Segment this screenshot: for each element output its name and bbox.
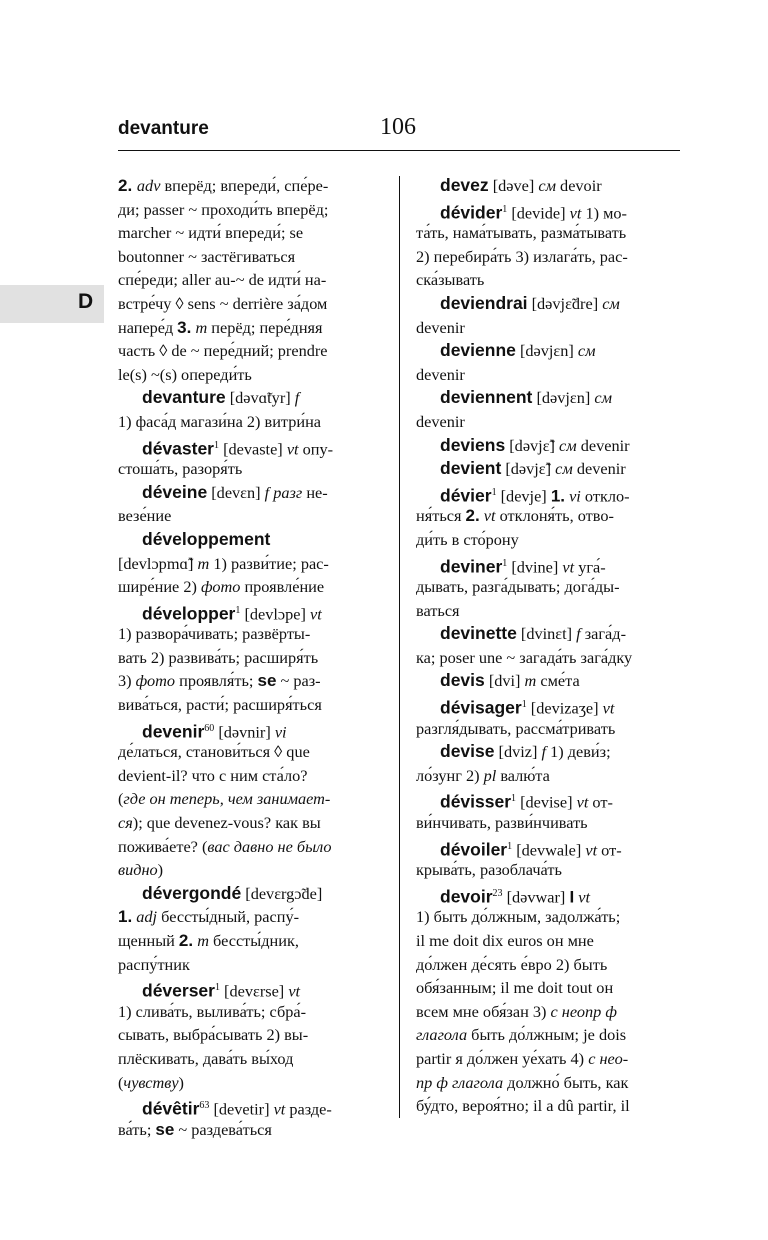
page-number: 106 [380, 114, 416, 140]
text-segment: 1) деви́з; [546, 742, 611, 762]
entry-line [416, 434, 680, 458]
entry-line [416, 221, 680, 245]
italic-text: см [602, 293, 620, 313]
text-segment: ло́зунг 2) [416, 765, 484, 785]
headword: deviens [440, 434, 506, 455]
entry-line [416, 669, 680, 693]
entry-line [118, 363, 380, 387]
italic-text: см [538, 176, 556, 195]
text-segment: зага́д- [580, 624, 626, 644]
entry-line [118, 764, 380, 788]
entry-line [118, 787, 380, 811]
italic-text: vt [273, 1099, 286, 1119]
italic-text: видно [118, 860, 158, 880]
entry-line [416, 858, 680, 882]
text-segment: [devɛrgɔ̃de] [241, 883, 323, 903]
text-segment: 2) перебира́ть 3) излага́ть, рас- [416, 246, 628, 266]
text-segment: проявле́ние [240, 577, 325, 597]
text-segment: не- [302, 482, 328, 502]
text-segment: та́ть, нама́тывать, разма́тывать [416, 223, 627, 243]
text-segment: [dəvnir] [214, 722, 275, 742]
italic-text: ся [118, 813, 133, 833]
headword: développement [142, 528, 271, 549]
text-segment: [dəvjɛn] [515, 341, 578, 361]
text-segment: спе́реди; aller au-~ de идти́ на- [118, 270, 327, 290]
text-segment: 1) развора́чивать; развёрты- [118, 624, 311, 644]
text-segment: бессты́дник, [208, 931, 299, 950]
entry-line [416, 1047, 680, 1071]
entry-line [416, 953, 680, 977]
entry-line [118, 717, 380, 741]
conjugation-index: 1 [502, 557, 508, 569]
headword: devinette [440, 623, 517, 644]
left-column [118, 174, 380, 1141]
conjugation-index: 1 [491, 486, 497, 498]
entry-line [118, 528, 380, 552]
headword: deviendrai [440, 292, 528, 313]
italic-text: см [555, 459, 573, 479]
entry-line [416, 410, 680, 434]
text-segment: вива́ться, расти́; расширя́ться [118, 695, 322, 715]
entry-line [118, 386, 380, 410]
italic-text: vi [274, 722, 287, 742]
text-segment: вперёд; впереди́, спе́ре- [160, 176, 329, 195]
headword: devient [440, 458, 502, 479]
headword: devanture [142, 387, 226, 408]
text-segment: [devise] [516, 792, 577, 812]
headword: dévider [440, 202, 503, 223]
text-segment: [dəvjɛ̃] [501, 459, 556, 479]
sense-number: se [257, 671, 277, 691]
conjugation-index: 23 [492, 887, 503, 899]
headword: dévêtir [142, 1098, 200, 1119]
text-segment: 1) слива́ть, вылива́ть; сбра́- [118, 1001, 307, 1021]
entry-line [416, 363, 680, 387]
text-segment: devenir [416, 411, 465, 431]
text-segment: бу́дто, вероя́тно; il a dû partir, il [416, 1096, 630, 1116]
text-segment: напере́д [118, 317, 178, 337]
text-segment: [dviz] [494, 742, 542, 762]
italic-text: вас давно не было [207, 836, 332, 856]
italic-text: vt [569, 203, 582, 223]
entry-line [118, 976, 380, 1000]
text-segment: devenir [416, 364, 465, 384]
entry-line [118, 1071, 380, 1095]
text-segment: ви́нчивать, разви́нчивать [416, 813, 588, 833]
entry-line [118, 457, 380, 481]
entry-line [118, 1023, 380, 1047]
conjugation-index: 1 [214, 982, 220, 994]
entry-line [118, 953, 380, 977]
text-segment: [dvinɛt] [516, 624, 577, 644]
text-segment: 1) быть до́лжным, задолжа́ть; [416, 907, 621, 927]
text-segment: ) [157, 860, 164, 880]
entry-line [118, 410, 380, 434]
conjugation-index: 1 [502, 203, 508, 215]
text-segment: сывать, выбра́сывать 2) вы- [118, 1025, 309, 1045]
entry-line [416, 245, 680, 269]
entry-line [118, 481, 380, 505]
entry-line [416, 1000, 680, 1024]
text-segment: il me doit dix euros он мне [416, 931, 594, 950]
italic-text: чувству [123, 1072, 179, 1092]
italic-text: pl [483, 765, 497, 785]
text-segment: 3) [118, 671, 136, 691]
text-segment: [devlɔpmɑ̃] [118, 553, 198, 573]
conjugation-index: 1 [507, 840, 513, 852]
headword: devoir [440, 886, 493, 907]
entry-line [118, 245, 380, 269]
text-segment: ~ раз- [276, 671, 321, 691]
sense-number: 1. [118, 907, 133, 927]
italic-text: f [541, 742, 547, 762]
sense-number: 2. [178, 931, 194, 950]
text-segment: [devje] [496, 486, 551, 506]
entry-line [416, 528, 680, 552]
italic-text: f [576, 624, 581, 644]
headword: développer [142, 603, 236, 624]
entry-line [118, 268, 380, 292]
italic-text: см [594, 388, 613, 408]
text-segment: devoir [555, 176, 602, 195]
text-segment: devenir [576, 435, 630, 455]
headword: dévier [440, 485, 492, 506]
italic-text: f разг [264, 482, 303, 502]
text-segment: [devide] [507, 203, 570, 223]
text-segment: [dəvjɛ̃dre] [527, 293, 603, 313]
text-segment: плёскивать, дава́ть вы́ход [118, 1048, 294, 1068]
text-segment: стоша́ть, разоря́ть [118, 459, 243, 479]
text-segment: marcher ~ идти́ впереди́; se [118, 223, 304, 243]
italic-text: adv [136, 176, 161, 195]
entry-line [118, 599, 380, 623]
entry-line [416, 174, 680, 198]
entry-line [416, 339, 680, 363]
italic-text: vi [569, 486, 581, 506]
sense-number: se [155, 1119, 175, 1139]
entry-line [416, 622, 680, 646]
text-segment: partir я до́лжен уе́хать 4) [416, 1048, 589, 1068]
text-segment: быть до́лжным; je dois [467, 1025, 627, 1045]
headword: devis [440, 670, 485, 691]
thumb-index-letter: D [78, 290, 94, 313]
italic-text: фото [135, 671, 176, 691]
entry-line [118, 1094, 380, 1118]
conjugation-index: 1 [511, 793, 517, 805]
italic-text: m [197, 931, 209, 950]
entry-line [118, 905, 380, 929]
entry-line [118, 339, 380, 363]
conjugation-index: 60 [204, 722, 215, 734]
column-divider [399, 176, 400, 1118]
entry-line [118, 198, 380, 222]
italic-text: глагола [416, 1025, 468, 1045]
sense-number: 2. [118, 176, 137, 195]
italic-text: vt [585, 840, 598, 860]
entry-line [416, 316, 680, 340]
entry-line [118, 811, 380, 835]
headword: devise [440, 741, 495, 762]
text-segment: [devlɔpe] [240, 604, 310, 624]
conjugation-index: 1 [235, 604, 241, 616]
text-segment: ) [178, 1072, 184, 1092]
entry-line [118, 646, 380, 670]
entry-line [118, 622, 380, 646]
text-segment: devenir [416, 317, 465, 337]
text-segment: devient-il? что с ним ста́ло? [118, 765, 308, 785]
text-segment: [devɛn] [207, 482, 265, 502]
headword: déverser [142, 980, 215, 1001]
entry-line [416, 1023, 680, 1047]
entry-line [416, 292, 680, 316]
italic-text: f [294, 388, 300, 408]
text-segment: ди́ть в сто́рону [416, 529, 519, 549]
text-segment: от- [597, 840, 622, 860]
text-segment: везе́ние [118, 506, 172, 526]
entry-line [118, 740, 380, 764]
text-segment: [dəvjɛ̃] [505, 435, 560, 455]
entry-line [118, 174, 380, 198]
entry-line [118, 929, 380, 953]
text-segment: уга́- [574, 556, 606, 576]
text-segment: крыва́ть, разоблача́ть [416, 860, 562, 880]
text-segment: ваться [416, 600, 460, 620]
entry-line [118, 292, 380, 316]
italic-text: vt [309, 604, 322, 624]
text-segment: шире́ние 2) [118, 577, 201, 597]
text-segment: разде- [285, 1099, 332, 1119]
headword: deviennent [440, 387, 533, 408]
text-segment: разгля́дывать, рассма́тривать [416, 718, 616, 738]
text-segment: [devwale] [512, 840, 586, 860]
entry-line [416, 764, 680, 788]
text-segment: бессты́дный, распу́- [157, 907, 300, 927]
text-segment: le(s) ~(s) опереди́ть [118, 364, 252, 384]
text-segment: опу- [298, 438, 334, 458]
text-segment: ( [118, 1072, 124, 1092]
text-segment: [dəve] [488, 176, 539, 195]
entry-line [118, 669, 380, 693]
italic-text: vt [288, 981, 301, 1001]
italic-text: m [195, 317, 208, 337]
text-segment: ~ раздева́ться [174, 1119, 272, 1139]
conjugation-index: 1 [214, 439, 219, 451]
entry-line [118, 1047, 380, 1071]
entry-line [118, 504, 380, 528]
headword: deviner [440, 555, 503, 576]
entry-line [416, 693, 680, 717]
headword: devienne [440, 340, 516, 361]
entry-line [118, 552, 380, 576]
sense-number: 3. [177, 317, 192, 337]
text-segment: 1) фаса́д магази́на 2) витри́на [118, 411, 322, 431]
text-segment: отклоня́ть, отво- [495, 506, 614, 526]
entry-line [118, 434, 380, 458]
sense-number: I [569, 887, 575, 907]
text-segment: валю́та [496, 765, 550, 785]
entry-line [118, 1118, 380, 1142]
thumb-index-tab [0, 285, 104, 323]
entry-line [416, 787, 680, 811]
headword: devez [440, 175, 489, 195]
text-segment: ди; passer ~ проходи́ть вперёд; [118, 199, 329, 219]
headword: devenir [142, 721, 205, 742]
text-segment: boutonner ~ застёгиваться [118, 246, 296, 266]
entry-line [416, 835, 680, 859]
text-segment: встре́чу ◊ sens ~ derrière за́дом [118, 293, 328, 313]
entry-line [416, 504, 680, 528]
text-segment: devenir [572, 459, 626, 479]
entry-line [416, 575, 680, 599]
text-segment: обя́занным; il me doit tout он [416, 978, 614, 998]
text-segment: пожива́ете? ( [118, 836, 208, 856]
text-segment: всем мне обя́зан 3) [416, 1001, 551, 1021]
sense-number: 2. [465, 506, 480, 526]
sense-number: 1. [550, 486, 565, 506]
entry-line [118, 316, 380, 340]
italic-text: vt [562, 556, 575, 576]
italic-text: с неопр ф [550, 1001, 617, 1021]
entry-line [416, 740, 680, 764]
entry-line [118, 1000, 380, 1024]
text-segment: ( [118, 789, 124, 809]
text-segment: вать 2) развива́ть; расширя́ть [118, 647, 319, 667]
text-segment: ва́ть; [118, 1119, 156, 1139]
headword: dévergondé [142, 882, 242, 903]
italic-text: vt [578, 887, 590, 907]
entry-line [416, 1094, 680, 1118]
headword: dévaster [142, 437, 214, 458]
text-segment: 1) разви́тие; рас- [209, 553, 329, 573]
entry-line [416, 717, 680, 741]
entry-line [416, 198, 680, 222]
italic-text: adj [136, 907, 158, 927]
entry-line [416, 976, 680, 1000]
entry-line [416, 646, 680, 670]
right-column [416, 174, 680, 1118]
text-segment: [devaste] [219, 438, 287, 458]
italic-text: с нео- [588, 1048, 629, 1068]
entry-line [416, 905, 680, 929]
page-header [118, 114, 680, 152]
italic-text: vt [576, 792, 589, 812]
text-segment: [dəvjɛn] [532, 388, 595, 408]
entry-line [416, 481, 680, 505]
italic-text: где он теперь, чем занимает- [123, 789, 331, 809]
entry-line [118, 693, 380, 717]
header-rule [118, 150, 680, 151]
conjugation-index: 1 [521, 699, 527, 711]
text-segment: [dəvɑ̃tyr] [225, 388, 295, 408]
text-segment: ня́ться [416, 506, 466, 526]
text-segment: должно́ быть, как [503, 1072, 629, 1092]
entry-line [416, 811, 680, 835]
text-segment: часть ◊ de ~ пере́дний; prendre [118, 341, 328, 361]
italic-text: фото [200, 577, 241, 597]
text-segment: дывать, разга́дывать; дога́ды- [416, 577, 620, 597]
italic-text: vt [483, 506, 496, 526]
italic-text: m [524, 671, 537, 691]
text-segment: 1) мо- [581, 203, 627, 223]
text-segment: распу́тник [118, 954, 190, 974]
text-segment: проявля́ть; [175, 671, 258, 691]
text-segment: щенный [118, 931, 179, 950]
text-segment: [dvi] [484, 671, 525, 691]
entry-line [118, 575, 380, 599]
headword: dévisager [440, 697, 522, 718]
text-segment: [dəvwar] [502, 887, 570, 907]
headword: dévoiler [440, 839, 508, 860]
text-segment: ска́зывать [416, 270, 485, 290]
entry-line [416, 268, 680, 292]
text-segment: ); que devenez-vous? как вы [132, 813, 321, 833]
entry-line [118, 221, 380, 245]
text-segment: де́латься, станови́ться ◊ que [118, 742, 310, 762]
italic-text: vt [602, 698, 615, 718]
running-head: devanture [118, 118, 209, 139]
text-segment: откло- [580, 486, 630, 506]
text-segment: [devetir] [209, 1099, 274, 1119]
text-segment: [dvine] [507, 556, 563, 576]
entry-line [416, 386, 680, 410]
entry-line [416, 882, 680, 906]
italic-text: пр ф глагола [416, 1072, 504, 1092]
text-segment: до́лжен де́сять е́вро 2) быть [416, 954, 608, 974]
entry-line [118, 835, 380, 859]
headword: dévisser [440, 791, 512, 812]
text-segment: ка; poser une ~ загада́ть зага́дку [416, 647, 633, 667]
text-segment: от- [588, 792, 613, 812]
text-segment: [devɛrse] [219, 981, 289, 1001]
entry-line [118, 882, 380, 906]
headword: déveine [142, 481, 208, 502]
italic-text: m [197, 553, 210, 573]
italic-text: vt [286, 438, 299, 458]
entry-line [416, 1071, 680, 1095]
text-segment: [devizaʒe] [526, 698, 603, 718]
entry-line [416, 552, 680, 576]
entry-line [118, 858, 380, 882]
entry-line [416, 599, 680, 623]
text-segment: перёд; пере́дняя [207, 317, 323, 337]
text-segment: сме́та [536, 671, 580, 691]
italic-text: см [577, 341, 596, 361]
conjugation-index: 63 [199, 1100, 210, 1112]
entry-line [416, 929, 680, 953]
entry-line [416, 457, 680, 481]
italic-text: см [559, 435, 577, 455]
